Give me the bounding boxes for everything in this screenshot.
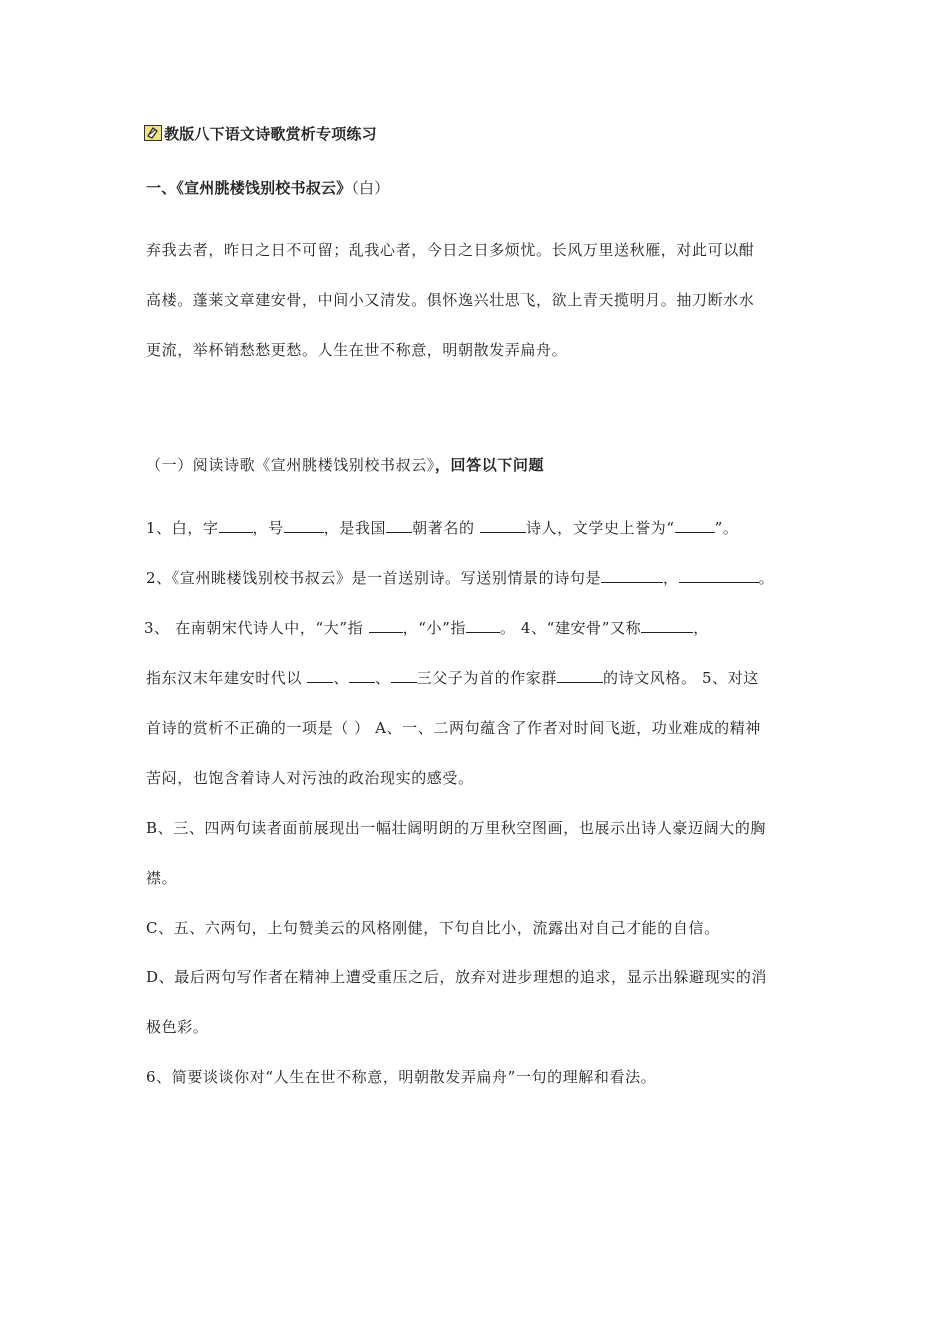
q3-blank-xiao[interactable] xyxy=(466,618,500,633)
subsection-heading-a: （一）阅读诗歌 xyxy=(146,456,256,474)
q1-text-3: ，是我国 xyxy=(323,519,387,537)
q4-blank-1[interactable] xyxy=(307,668,333,683)
q2-text-1: 2、《宣州眺楼饯别校书叔云》是一首送别诗。写送别情景的诗句是 xyxy=(146,569,602,587)
q1-blank-hao[interactable] xyxy=(284,518,324,533)
q4-blank-2[interactable] xyxy=(349,668,375,683)
q1-text-1: 1、白，字 xyxy=(146,519,219,537)
subsection-heading xyxy=(146,455,815,475)
text-line-3: B、三、四两句读者面前展现出一幅壮阔明朗的万里秋空图画，也展示出诗人豪迈阔大的胸 xyxy=(146,819,767,837)
q1-text-4: 朝著名的 xyxy=(412,519,480,537)
poem-line-1: 弃我去者，昨日之日不可留；乱我心者，今日之日多烦忧。长风万里送秋雁，对此可以酣 xyxy=(146,241,755,259)
text-line-1: 首诗的赏析不正确的一项是（ ） A、一、二两句蕴含了作者对时间飞逝，功业难成的精神 xyxy=(146,719,761,737)
section1-heading-row xyxy=(146,178,815,198)
question-4-5 xyxy=(146,668,815,688)
q2-blank-1[interactable] xyxy=(601,568,663,583)
q4-blank-3[interactable] xyxy=(391,668,417,683)
subsection-heading-b: 《宣州朓楼饯别校书叔云》 xyxy=(255,456,435,474)
q1-blank-title[interactable] xyxy=(675,518,715,533)
text-line-8: 6、简要谈谈你对“人生在世不称意，明朝散发弄扁舟”一句的理解和看法。 xyxy=(146,1068,657,1086)
q4-blank-group[interactable] xyxy=(557,668,603,683)
q1-text-6: ”。 xyxy=(714,519,739,537)
q1-text-5: 诗人，文学史上誉为“ xyxy=(525,519,675,537)
question-3-4 xyxy=(144,618,815,638)
q4-text-4: 三父子为首的作家群 xyxy=(416,669,557,687)
question-2 xyxy=(146,568,815,588)
q3-text-4: ， xyxy=(693,619,709,637)
text-line-5: C、五、六两句，上句赞美云的风格刚健，下句自比小，流露出对自己才能的自信。 xyxy=(146,919,720,937)
subsection-heading-c: ，回答以下问题 xyxy=(434,456,545,474)
q4-text-2: 、 xyxy=(333,669,349,687)
q3-blank-da[interactable] xyxy=(369,618,403,633)
text-line-4: 襟。 xyxy=(146,869,178,887)
document-logo-icon xyxy=(144,125,162,141)
q3-text-1: 3、 在南朝宋代诗人中，“大”指 xyxy=(144,619,369,637)
poem-line-2: 高楼。蓬莱文章建安骨，中间小又清发。俱怀逸兴壮思飞，欲上青天揽明月。抽刀断水水 xyxy=(146,291,755,309)
document-title-row xyxy=(144,124,815,144)
q4-text-5: 的诗文风格。 5、对这 xyxy=(603,669,759,687)
q2-text-2: ， xyxy=(663,569,679,587)
q4-text-3: 、 xyxy=(374,669,391,687)
q1-blank-dynasty[interactable] xyxy=(386,518,412,533)
text-line-7: 极色彩。 xyxy=(146,1018,209,1036)
q4-blank-alias[interactable] xyxy=(641,618,693,633)
section1-heading: 一、《宣州朓楼饯别校书叔云》 xyxy=(146,179,352,197)
q3-text-3: 。 4、“建安骨”又称 xyxy=(499,619,642,637)
text-line-2: 苦闷，也饱含着诗人对污浊的政治现实的感受。 xyxy=(146,769,474,787)
text-line-6: D、最后两句写作者在精神上遭受重压之后，放弃对进步理想的追求，显示出躲避现实的消 xyxy=(146,968,768,986)
question-1 xyxy=(146,518,815,538)
poem-line-3: 更流，举杯销愁愁更愁。人生在世不称意，明朝散发弄扁舟。 xyxy=(146,341,568,359)
section1-author: （白） xyxy=(351,179,390,197)
q2-blank-2[interactable] xyxy=(679,568,759,583)
q1-blank-school[interactable] xyxy=(480,518,526,533)
q2-text-3: 。 xyxy=(758,569,775,587)
q4-text-1: 指东汉末年建安时代以 xyxy=(146,669,308,687)
q1-blank-zi[interactable] xyxy=(219,518,253,533)
q1-text-2: ，号 xyxy=(252,519,284,537)
document-title: 教版八下语文诗歌赏析专项练习 xyxy=(164,125,377,143)
q3-text-2: ，“小”指 xyxy=(402,619,466,637)
